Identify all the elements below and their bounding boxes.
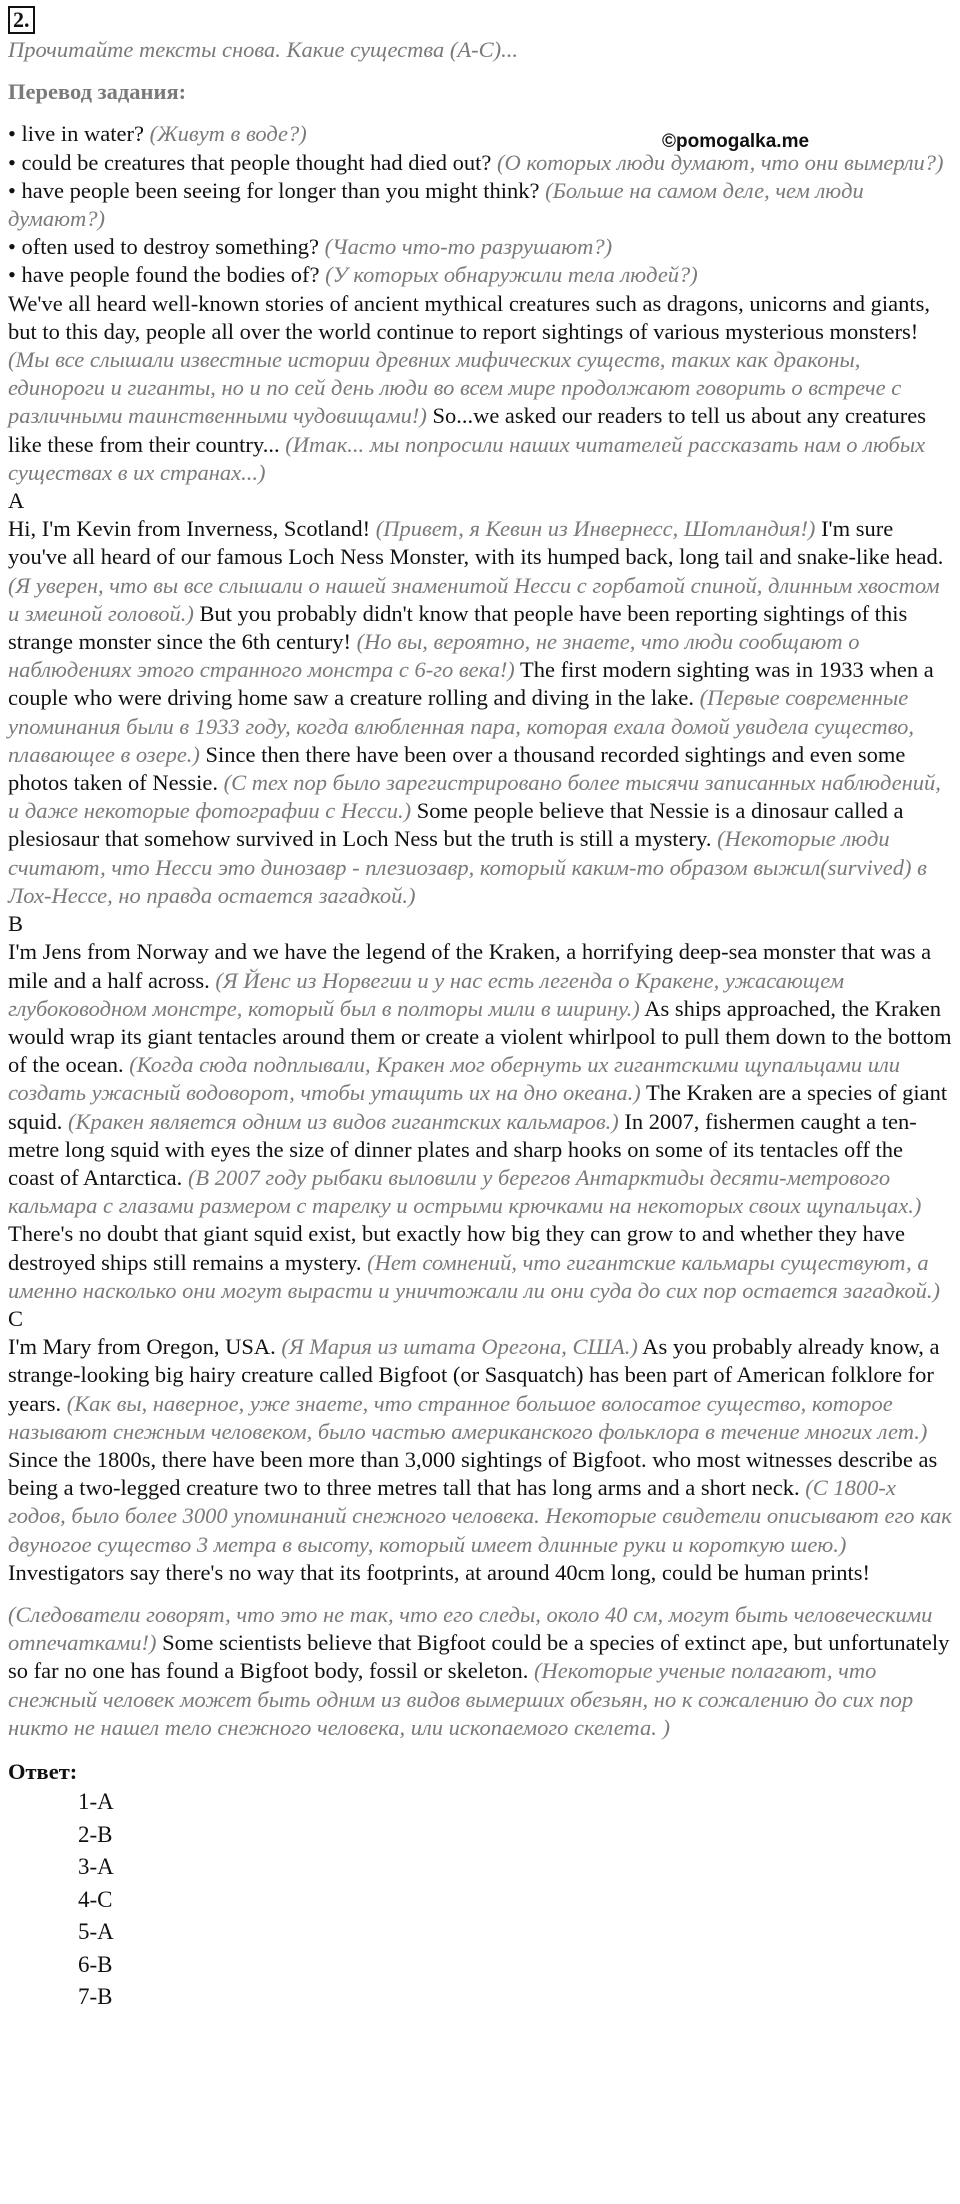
question-text: • could be creatures that people thought had died out? — [8, 149, 492, 175]
english-text: Hi, I'm Kevin from Inverness, Scotland! — [8, 516, 371, 542]
english-text: So...we asked our readers to tell us about any creatures like these from their country... — [8, 403, 927, 457]
russian-translation: (Я Мария из штата Орегона, США.) — [281, 1334, 638, 1360]
watermark: ©pomogalka.me — [662, 131, 810, 152]
answer-item: 7-B — [78, 1984, 113, 2010]
task-number: 2. — [8, 6, 35, 34]
russian-translation: (Но вы, вероятно, не знаете, что люди сообщают о наблюдениях этого странного монстра с 6-го века!) — [8, 629, 860, 683]
question-translation: (Больше на самом деле, чем люди думают?) — [8, 177, 864, 232]
question-text: • have people found the bodies of? — [8, 262, 320, 288]
question-item — [8, 233, 952, 261]
section-paragraph — [8, 515, 952, 910]
english-text: I'm Mary from Oregon, USA. — [8, 1334, 276, 1360]
english-text: I'm Jens from Norway and we have the legend of the Kraken, a horrifying deep-sea monster that was a mile and a half across. — [8, 939, 932, 993]
question-text: • live in water? — [8, 121, 144, 147]
russian-translation: (Следователи говорят, что это не так, что его следы, около 40 см, могут быть человеческими отпечатками!) — [8, 1601, 933, 1656]
english-text: Since the 1800s, there have been more than 3,000 sightings of Bigfoot. who most witnesses describe as being a two-legged creature two to three metres tall that has long arms and a short neck. — [8, 1446, 938, 1501]
russian-translation: (Когда сюда подплывали, Кракен мог обернуть их гигантскими щупальцами или создать ужасный водоворот, чтобы утащить их на дно океана.) — [8, 1052, 901, 1106]
answer-item: 5-A — [78, 1919, 114, 1945]
russian-translation: (Первые современные упоминания были в 1933 году, когда влюбленная пара, которая ехала домой увидела существо, плавающее в озере.) — [8, 685, 914, 767]
tail-paragraph — [8, 1601, 952, 1742]
answer-item: 4-C — [78, 1886, 113, 1912]
english-text: But you probably didn't know that people have been reporting sightings of this strange monster since the 6th century! — [8, 600, 908, 655]
answer-item: 1-A — [78, 1789, 114, 1815]
russian-translation: (Кракен является одним из видов гигантских кальмаров.) — [68, 1108, 619, 1134]
russian-translation: (В 2007 году рыбаки выловили у берегов Антарктиды десяти-метрового кальмара с глазами размером с тарелку и острыми крючками на некоторых своих щупальцах.) — [8, 1164, 922, 1219]
section-paragraph — [8, 1333, 952, 1587]
task-intro: Прочитайте тексты снова. Какие существа (A-C)... — [8, 37, 519, 62]
english-text: We've all heard well-known stories of ancient mythical creatures such as dragons, unicorns and giants, but to this day, people all over the world continue to report sightings of various mysterious monsters! — [8, 290, 930, 344]
translation-heading: Перевод задания: — [8, 79, 187, 105]
question-text: • often used to destroy something? — [8, 234, 319, 260]
english-text: Since then there have been over a thousand recorded sightings and even some photos taken of Nessie. — [8, 741, 906, 796]
question-item — [8, 261, 952, 289]
answer-heading: Ответ: — [8, 1758, 78, 1784]
answer-item: 3-A — [78, 1854, 114, 1880]
question-translation: (Живут в воде?) — [149, 121, 307, 147]
english-text: I'm sure you've all heard of our famous Loch Ness Monster, with its humped back, long tail and snake-like head. — [8, 516, 944, 570]
question-translation: (У которых обнаружили тела людей?) — [325, 262, 698, 288]
section-letter: A — [8, 488, 25, 514]
question-list — [8, 120, 952, 289]
english-text: As ships approached, the Kraken would wrap its giant tentacles around them or create a violent whirlpool to pull them down to the bottom of the ocean. — [8, 995, 952, 1078]
russian-translation: (Как вы, наверное, уже знаете, что странное большое волосатое существо, которое называют снежным человеком, было частью американского фольклора в течение многих лет.) — [8, 1390, 928, 1444]
english-text: The Kraken are a species of giant squid. — [8, 1080, 948, 1134]
russian-translation: (Я Йенс из Норвегии и у нас есть легенда о Кракене, ужасающем глубоководном монстре, который был в полторы мили в ширину.) — [8, 967, 845, 1021]
question-translation: (Часто что-то разрушают?) — [324, 234, 613, 260]
russian-translation: (Некоторые ученые полагают, что снежный человек может быть одним из видов вымерших обезьян, но к сожалению до сих пор никто не нашел тело снежного человека, или ископаемого скелета. ) — [8, 1658, 914, 1740]
english-text: Investigators say there's no way that its footprints, at around 40cm long, could be human prints! — [8, 1559, 871, 1585]
section-paragraph — [8, 938, 952, 1305]
english-text: Some scientists believe that Bigfoot could be a species of extinct ape, but unfortunately so far no one has found a Bigfoot body, fossil or skeleton. — [8, 1630, 950, 1684]
section-letter: C — [8, 1305, 24, 1331]
russian-translation: (Итак... мы попросили наших читателей рассказать нам о любых существах в их странах...) — [8, 431, 926, 485]
question-translation: (О которых люди думают, что они вымерли?) — [496, 149, 944, 175]
english-text: In 2007, fishermen caught a ten-metre long squid with eyes the size of dinner plates and sharp hooks on some of its tentacles off the coast of Antarctica. — [8, 1108, 917, 1190]
question-item — [8, 149, 952, 177]
russian-translation: (С 1800-х годов, было более 3000 упоминаний снежного человека. Некоторые свидетели описывают его как двуногое существо 3 метра в высоту, который имеет длинные руки и короткую шею.) — [8, 1475, 952, 1557]
russian-translation: (Некоторые люди считают, что Несси это динозавр - плезиозавр, который каким-то образом выжил(survived) в Лох-Нессе, но правда остается загадкой.) — [8, 826, 927, 908]
question-item — [8, 120, 952, 148]
sections — [8, 487, 952, 1587]
answer-item: 6-B — [78, 1951, 113, 1977]
russian-translation: (Я уверен, что вы все слышали о нашей знаменитой Несси с горбатой спиной, длинным хвостом и змеиной головой.) — [8, 572, 940, 626]
answer-item: 2-B — [78, 1821, 113, 1847]
section-letter: B — [8, 911, 24, 937]
answer-list — [78, 1786, 952, 2014]
english-text: There's no doubt that giant squid exist, but exactly how big they can grow to and whether they have destroyed ships still remains a mystery. — [8, 1221, 905, 1275]
english-text: Some people believe that Nessie is a dinosaur called a plesiosaur that somehow survived in Loch Ness but the truth is still a mystery. — [8, 798, 904, 852]
russian-translation: (Мы все слышали известные истории древних мифических существ, таких как драконы, единороги и гиганты, но и по сей день люди во всем мире продолжают говорить о встрече с различными таинственными чудовищами!) — [8, 347, 902, 429]
question-text: • have people been seeing for longer than you might think? — [8, 177, 540, 203]
russian-translation: (С тех пор было зарегистрировано более тысячи записанных наблюдений, и даже некоторые фотографии с Несси.) — [8, 770, 941, 824]
russian-translation: (Привет, я Кевин из Инвернесс, Шотландия!) — [375, 516, 816, 542]
russian-translation: (Нет сомнений, что гигантские кальмары существуют, а именно насколько они могут вырасти и уничтожали ли они суда до сих пор остается загадкой.) — [8, 1249, 941, 1303]
question-item — [8, 177, 952, 233]
intro-paragraph — [8, 290, 952, 487]
english-text: As you probably already know, a strange-looking big hairy creature called Bigfoot (or Sasquatch) has been part of American folklore for years. — [8, 1334, 940, 1416]
english-text: The first modern sighting was in 1933 when a couple who were driving home saw a creature rolling and diving in the lake. — [8, 657, 934, 711]
